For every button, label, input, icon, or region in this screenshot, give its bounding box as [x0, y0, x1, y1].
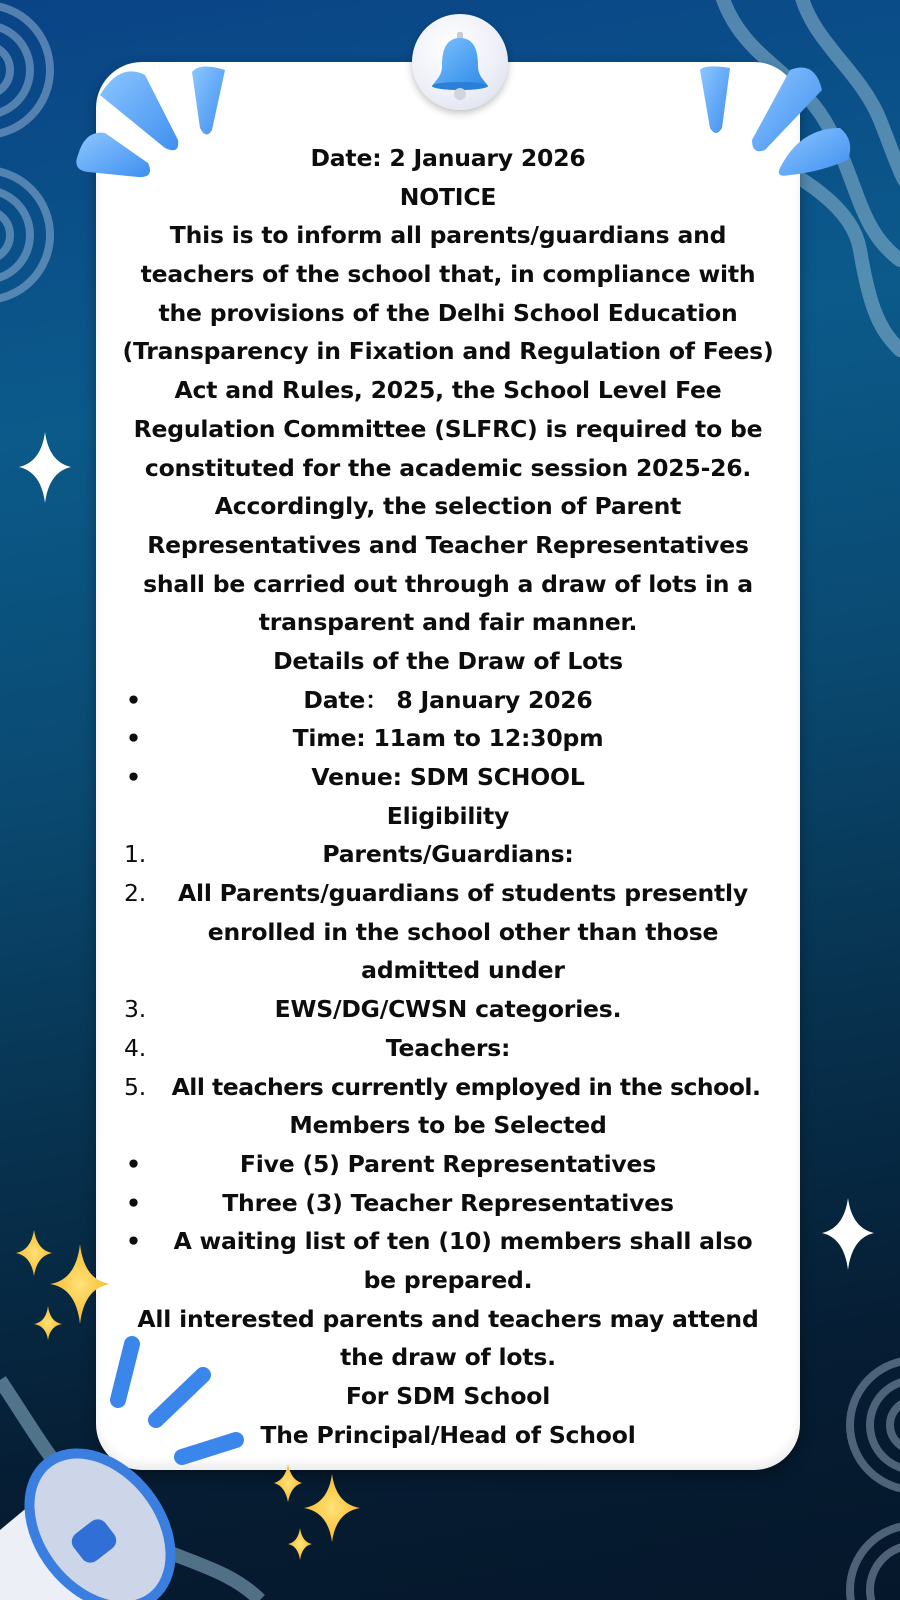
notice-body: [96, 139, 800, 1454]
eligibility-text: Teachers:: [385, 1033, 511, 1062]
draw-detail-text: Date： 8 January 2026: [303, 685, 593, 714]
paragraph-line: shall be carried out through a draw of lots in a: [143, 569, 753, 598]
number-marker: 2.: [124, 879, 147, 908]
paragraph-line: Accordingly, the selection of Parent: [214, 492, 682, 521]
bullet-marker: •: [126, 685, 141, 714]
draw-detail-text: Time: 11am to 12:30pm: [292, 724, 604, 753]
paragraph-line: Representatives and Teacher Representatives: [147, 530, 749, 559]
member-text: Five (5) Parent Representatives: [239, 1149, 657, 1178]
paragraph-line: the provisions of the Delhi School Education: [158, 298, 738, 327]
draw-detail-text: Venue: SDM SCHOOL: [311, 763, 585, 791]
eligibility-item: [96, 874, 800, 913]
paragraph-line: (Transparency in Fixation and Regulation of Fees): [122, 337, 774, 366]
paragraph-line: Regulation Committee (SLFRC) is required to be: [133, 414, 763, 443]
notice-heading: NOTICE: [399, 182, 497, 211]
member-text: Three (3) Teacher Representatives: [222, 1188, 674, 1217]
eligibility-item: [96, 835, 800, 874]
closing-line: the draw of lots.: [340, 1343, 556, 1372]
eligibility-item: [96, 990, 800, 1029]
eligibility-text-continued: admitted under: [361, 956, 565, 985]
closing-line: All interested parents and teachers may attend: [137, 1304, 759, 1333]
bullet-marker: •: [126, 1188, 141, 1217]
eligibility-text: Parents/Guardians:: [322, 840, 574, 869]
draw-detail-item: [96, 758, 800, 797]
signature-title: The Principal/Head of School: [260, 1420, 636, 1449]
member-item: [96, 1184, 800, 1223]
concentric-arcs-decoration: [850, 1360, 900, 1600]
eligibility-heading: Eligibility: [386, 801, 510, 830]
bullet-marker: •: [126, 724, 141, 753]
number-marker: 1.: [124, 840, 147, 869]
megaphone-icon: [0, 1330, 260, 1600]
number-marker: 5.: [124, 1072, 147, 1101]
four-point-star-icon: [19, 432, 71, 503]
eligibility-item: [96, 1029, 800, 1068]
eligibility-text-continued: enrolled in the school other than those: [207, 917, 719, 946]
draw-details-heading: Details of the Draw of Lots: [273, 646, 623, 675]
eligibility-text: All teachers currently employed in the school.: [171, 1072, 761, 1101]
eligibility-text: All Parents/guardians of students presently: [177, 879, 749, 908]
paragraph-line: Act and Rules, 2025, the School Level Fee: [174, 376, 722, 405]
four-point-star-icon: [822, 1198, 874, 1270]
member-item: [96, 1145, 800, 1184]
notice-date: Date: 2 January 2026: [310, 144, 586, 172]
draw-detail-item: [96, 719, 800, 758]
number-marker: 3.: [124, 995, 147, 1024]
number-marker: 4.: [124, 1033, 147, 1062]
sparkles-icon: [268, 1460, 378, 1580]
bell-badge: [412, 14, 508, 110]
members-heading: Members to be Selected: [289, 1111, 607, 1140]
bullet-marker: •: [126, 1149, 141, 1178]
bullet-marker: •: [126, 763, 141, 791]
megaphone-rays: [118, 1344, 236, 1457]
draw-detail-item: [96, 681, 800, 720]
member-item: [96, 1222, 800, 1261]
paragraph-line: This is to inform all parents/guardians and: [169, 221, 727, 250]
paragraph-line: constituted for the academic session 2025-26.: [144, 453, 752, 482]
paragraph-line: teachers of the school that, in compliance with: [140, 260, 756, 289]
eligibility-text: EWS/DG/CWSN categories.: [274, 995, 622, 1024]
bullet-marker: •: [126, 1227, 141, 1256]
member-text-continued: be prepared.: [363, 1265, 533, 1294]
sparkles-icon: [12, 1222, 132, 1342]
member-text: A waiting list of ten (10) members shall also: [173, 1227, 753, 1256]
paragraph-line: transparent and fair manner.: [258, 608, 638, 637]
signature-for: For SDM School: [345, 1382, 551, 1410]
bell-icon: [412, 14, 508, 110]
eligibility-item: [96, 1068, 800, 1107]
